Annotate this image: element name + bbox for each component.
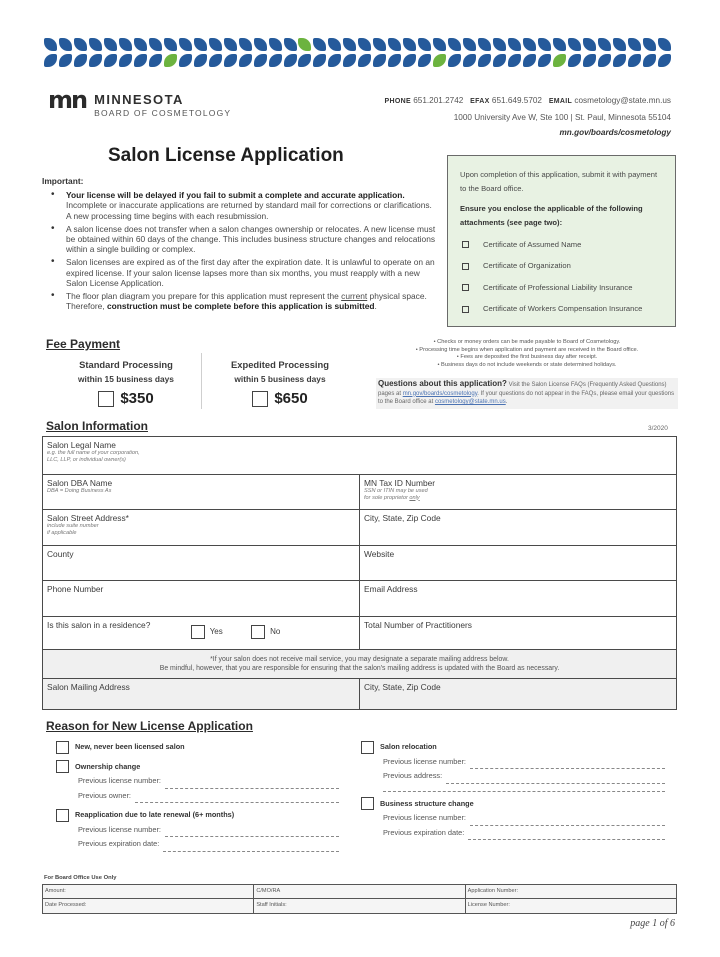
checkbox[interactable]	[361, 741, 374, 754]
attachment-item[interactable]: Certificate of Workers Compensation Insurance	[460, 302, 663, 316]
reason-options-left	[56, 740, 339, 852]
phone-value: 651.201.2742	[413, 96, 464, 105]
checkbox[interactable]	[56, 809, 69, 822]
decorative-banner	[44, 38, 672, 68]
previous-license-number-input[interactable]: Previous license number:	[361, 811, 665, 826]
payment-type-cell: C/MO/RA	[254, 885, 465, 898]
banner-tile	[628, 38, 642, 68]
checkbox[interactable]	[56, 760, 69, 773]
previous-license-number-input[interactable]: Previous license number:	[56, 774, 339, 789]
banner-tile	[373, 38, 387, 68]
staff-initials-cell: Staff Initials:	[254, 899, 465, 913]
banner-tile	[448, 38, 462, 68]
yes-checkbox[interactable]	[191, 625, 205, 639]
salon-street-address-field[interactable]: Salon Street Address* include suite number if applicable	[43, 510, 360, 545]
checkbox[interactable]	[361, 797, 374, 810]
email-label: EMAIL	[548, 98, 573, 105]
banner-tile	[44, 38, 58, 68]
important-bullet: • The floor plan diagram you prepare for this application must represent the current physical space. Therefore, construction must be complete before this application is submitted.	[66, 291, 437, 311]
page-number: page 1 of 6	[630, 918, 675, 929]
attachment-item[interactable]: Certificate of Organization	[460, 259, 663, 273]
standard-fee-price: $350	[120, 390, 154, 407]
expedited-processing-option: Expedited Processing within 5 business days $650	[231, 359, 329, 407]
banner-tile	[164, 38, 178, 68]
banner-tile	[613, 38, 627, 68]
attachment-item[interactable]: Certificate of Assumed Name	[460, 238, 663, 252]
email-link[interactable]: cosmetology@state.mn.us	[574, 96, 671, 105]
fee-notes: • Checks or money orders can be made payable to Board of Cosmetology. • Processing time begins when application and payment are received in the Board office. • Fees are deposited the first business day after receipt. • Business days do not include weekends or state determined holidays.	[372, 339, 682, 369]
reason-business-structure-change[interactable]: Business structure change	[361, 797, 665, 812]
attachments-box	[447, 155, 676, 327]
banner-tile	[194, 38, 208, 68]
phone-number-field[interactable]: Phone Number	[43, 581, 360, 616]
banner-tile	[493, 38, 507, 68]
mailing-city-state-zip-field[interactable]: City, State, Zip Code	[360, 679, 676, 709]
banner-tile	[209, 38, 223, 68]
important-label: Important:	[42, 176, 84, 186]
salon-legal-name-field[interactable]: Salon Legal Name e.g. the full name of your corporation, LLC, LLP, or individual owner(s)	[47, 440, 140, 463]
banner-tile	[418, 38, 432, 68]
banner-tile	[388, 38, 402, 68]
city-state-zip-field[interactable]: City, State, Zip Code	[364, 513, 441, 523]
reason-ownership-change[interactable]: Ownership change	[56, 760, 339, 775]
website-field[interactable]: Website	[364, 549, 395, 559]
contact-info	[385, 93, 671, 141]
checkbox[interactable]	[462, 284, 469, 291]
reason-options-right	[361, 740, 665, 840]
residence-no-option[interactable]: No	[251, 625, 280, 639]
banner-tile	[343, 38, 357, 68]
attachments-instruction: Ensure you enclose the applicable of the following attachments (see page two):	[460, 204, 643, 227]
banner-tile	[284, 38, 298, 68]
banner-tile	[224, 38, 238, 68]
banner-tile	[553, 38, 567, 68]
mn-logo	[48, 86, 232, 119]
page-title: Salon License Application	[108, 145, 344, 166]
board-email-link[interactable]: cosmetology@state.mn.us	[434, 399, 506, 405]
standard-fee-checkbox[interactable]	[98, 391, 114, 407]
banner-tile	[538, 38, 552, 68]
banner-tile	[568, 38, 582, 68]
revision-date: 3/2020	[648, 425, 668, 432]
salon-information-heading: Salon Information	[46, 419, 148, 433]
important-bullet: • Salon licenses are expired as of the first day after the expiration date. It is unlawful to operate on an expired license. If your salon license lapses more than six months, you must reapply with a new Salon License Application.	[66, 257, 437, 288]
banner-tile	[358, 38, 372, 68]
email-address-field[interactable]: Email Address	[364, 584, 418, 594]
banner-tile	[179, 38, 193, 68]
office-use-table	[42, 884, 677, 914]
salon-information-table	[42, 436, 677, 710]
previous-address-input[interactable]: Previous address:	[361, 769, 665, 784]
banner-tile	[134, 38, 148, 68]
previous-expiration-date-input[interactable]: Previous expiration date:	[361, 826, 665, 841]
banner-tile	[269, 38, 283, 68]
reason-salon-relocation[interactable]: Salon relocation	[361, 740, 665, 755]
banner-tile	[463, 38, 477, 68]
divider	[201, 353, 202, 409]
expedited-fee-checkbox[interactable]	[252, 391, 268, 407]
previous-owner-input[interactable]: Previous owner:	[56, 789, 339, 804]
banner-tile	[583, 38, 597, 68]
website-link[interactable]: mn.gov/boards/cosmetology	[559, 128, 671, 137]
application-number-cell: Application Number:	[466, 885, 676, 898]
no-checkbox[interactable]	[251, 625, 265, 639]
banner-tile	[478, 38, 492, 68]
checkbox[interactable]	[462, 306, 469, 313]
checkbox[interactable]	[462, 241, 469, 248]
mn-tax-id-field[interactable]: MN Tax ID Number SSN or ITIN may be used for sole proprietor only	[364, 478, 436, 501]
previous-license-number-input[interactable]: Previous license number:	[56, 823, 339, 838]
important-notes	[42, 176, 437, 314]
banner-tile	[598, 38, 612, 68]
banner-tile	[658, 38, 672, 68]
banner-tile	[433, 38, 447, 68]
previous-license-number-input[interactable]: Previous license number:	[361, 755, 665, 770]
banner-tile	[643, 38, 657, 68]
salon-mailing-address-field[interactable]: Salon Mailing Address	[43, 679, 360, 709]
banner-tile	[328, 38, 342, 68]
residence-question: Is this salon in a residence? Yes No	[43, 617, 360, 649]
county-field[interactable]: County	[43, 546, 360, 580]
standard-processing-option: Standard Processing within 15 business days $350	[78, 359, 174, 407]
logo-state: MINNESOTA	[94, 92, 184, 107]
efax-value: 651.649.5702	[491, 96, 542, 105]
logo-board: BOARD OF COSMETOLOGY	[94, 108, 232, 118]
banner-tile	[239, 38, 253, 68]
fee-payment-heading: Fee Payment	[46, 337, 121, 351]
total-practitioners-field[interactable]: Total Number of Practitioners	[364, 620, 472, 630]
attachments-intro: Upon completion of this application, submit it with payment to the Board office.	[460, 170, 658, 193]
office-use-heading: For Board Office Use Only	[44, 875, 117, 881]
mn-logo-mark: mn	[48, 86, 87, 114]
checkbox[interactable]	[462, 263, 469, 270]
salon-dba-name-field[interactable]: Salon DBA Name DBA = Doing Business As	[43, 475, 360, 509]
checkbox[interactable]	[56, 741, 69, 754]
date-processed-cell: Date Processed:	[43, 899, 254, 913]
banner-tile	[403, 38, 417, 68]
previous-address-line-2[interactable]	[361, 784, 665, 792]
reason-new-salon[interactable]: New, never been licensed salon	[56, 740, 339, 755]
banner-tile	[89, 38, 103, 68]
banner-tile	[74, 38, 88, 68]
banner-tile	[119, 38, 133, 68]
license-number-cell: License Number:	[466, 899, 676, 913]
attachment-item[interactable]: Certificate of Professional Liability Insurance	[460, 281, 663, 295]
banner-tile	[523, 38, 537, 68]
previous-expiration-date-input[interactable]: Previous expiration date:	[56, 837, 339, 852]
banner-tile	[59, 38, 73, 68]
efax-label: EFAX	[470, 98, 490, 105]
address: 1000 University Ave W, Ste 100 | St. Paul, Minnesota 55104	[453, 112, 671, 122]
banner-tile	[104, 38, 118, 68]
banner-tile	[254, 38, 268, 68]
reason-heading: Reason for New License Application	[46, 719, 253, 733]
questions-note: Questions about this application? Visit the Salon License FAQs (Frequently Asked Questions) pages at mn.gov/boards/cosmetology. If your questions do not appear in the FAQs, please email your questions to the Board office at cosmetology@state.mn.us.	[376, 378, 678, 409]
banner-tile	[298, 38, 312, 68]
expedited-fee-price: $650	[274, 390, 308, 407]
residence-yes-option[interactable]: Yes	[191, 625, 223, 639]
important-bullet: • Your license will be delayed if you fail to submit a complete and accurate application. Incomplete or inaccurate applications are returned by standard mail for corrections or clarifications. A new processing time begins with each resubmission.	[66, 190, 437, 221]
banner-tile	[149, 38, 163, 68]
mailing-address-notice: *If your salon does not receive mail service, you may designate a separate mailing address below. Be mindful, however, that you are responsible for ensuring that the salon's mailing address is updated with the Board as necessary.	[43, 650, 676, 678]
faq-link[interactable]: mn.gov/boards/cosmetology	[402, 390, 478, 397]
important-bullet: • A salon license does not transfer when a salon changes ownership or relocates. A new license must be obtained within 60 days of the change. This includes business structure changes and relocations within a single building or complex.	[66, 224, 437, 255]
banner-tile	[508, 38, 522, 68]
phone-label: PHONE	[384, 98, 411, 105]
banner-tile	[313, 38, 327, 68]
amount-cell: Amount:	[43, 885, 254, 898]
reason-late-renewal[interactable]: Reapplication due to late renewal (6+ months)	[56, 808, 339, 823]
